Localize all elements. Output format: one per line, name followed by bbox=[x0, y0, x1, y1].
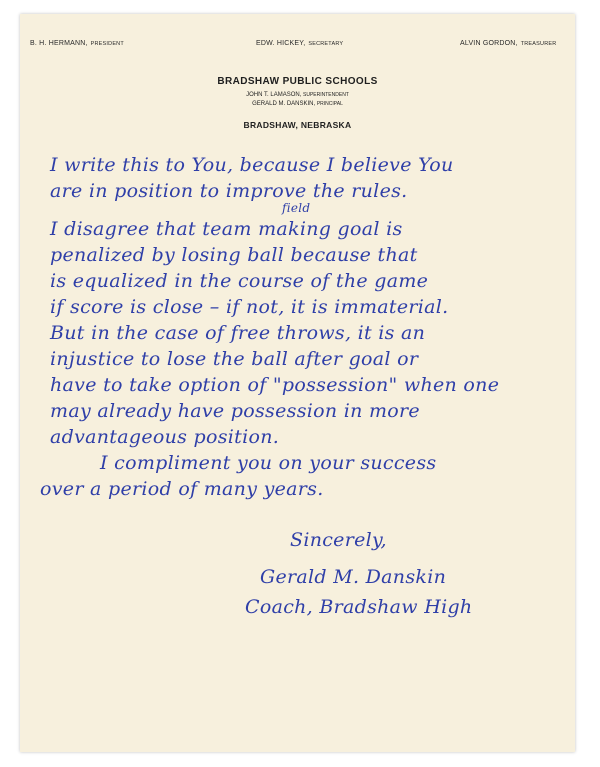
letter-insertion: field bbox=[282, 201, 311, 215]
letter-line: But in the case of free throws, it is an bbox=[50, 322, 426, 344]
letter-line: advantageous position. bbox=[50, 426, 280, 448]
officer-president bbox=[30, 40, 124, 47]
letter-line: penalized by losing ball because that bbox=[50, 244, 418, 266]
officer-title: TREASURER bbox=[520, 41, 557, 47]
letter-line: if score is close – if not, it is immaterial. bbox=[50, 296, 449, 318]
letter-closing: Sincerely, bbox=[290, 529, 387, 551]
school-name: BRADSHAW PUBLIC SCHOOLS bbox=[217, 76, 378, 87]
school-location: BRADSHAW, NEBRASKA bbox=[243, 120, 352, 130]
letter-line: I disagree that team making goal is bbox=[50, 218, 403, 240]
staff-principal bbox=[20, 101, 575, 107]
staff-name: GERALD M. DANSKIN, bbox=[252, 101, 316, 107]
letter-line: over a period of many years. bbox=[40, 478, 324, 500]
officer-title: PRESIDENT bbox=[90, 41, 124, 47]
officer-secretary bbox=[256, 40, 343, 47]
letter-line: is equalized in the course of the game bbox=[50, 270, 429, 292]
officer-name: EDW. HICKEY, bbox=[256, 40, 306, 47]
signature-name: Gerald M. Danskin bbox=[260, 566, 447, 588]
staff-name: JOHN T. LAMASON, bbox=[246, 92, 302, 98]
officer-title: SECRETARY bbox=[308, 41, 344, 47]
signature-title: Coach, Bradshaw High bbox=[245, 596, 473, 618]
officer-treasurer bbox=[460, 40, 556, 47]
letter-line: I compliment you on your success bbox=[100, 452, 437, 474]
letter-line: I write this to You, because I believe You bbox=[50, 154, 454, 176]
letter-line: injustice to lose the ball after goal or bbox=[50, 348, 419, 370]
letter-line: are in position to improve the rules. bbox=[50, 180, 408, 202]
staff-title: PRINCIPAL bbox=[316, 101, 343, 107]
letter-line: have to take option of "possession" when one bbox=[50, 374, 500, 396]
staff-title: SUPERINTENDENT bbox=[303, 92, 349, 98]
officer-name: ALVIN GORDON, bbox=[460, 40, 518, 47]
letter-line: may already have possession in more bbox=[50, 400, 420, 422]
officer-name: B. H. HERMANN, bbox=[30, 40, 88, 47]
letter-page bbox=[20, 14, 575, 752]
staff-superintendent bbox=[20, 92, 575, 98]
